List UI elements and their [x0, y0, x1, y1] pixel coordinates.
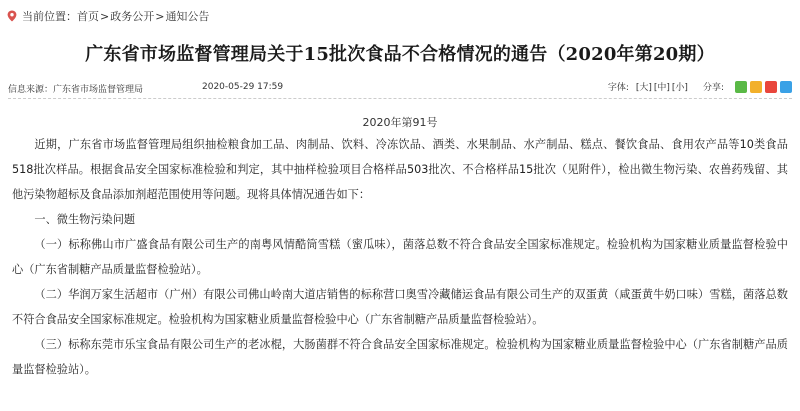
font-size-label: 字体: — [607, 83, 629, 93]
article-body — [12, 132, 788, 382]
breadcrumb-home-link[interactable]: 首页 — [77, 10, 99, 23]
share-icons — [732, 81, 792, 93]
breadcrumb-notices-link[interactable]: 通知公告 — [165, 10, 210, 23]
wechat-share-icon[interactable] — [735, 81, 747, 93]
location-pin-icon — [6, 10, 18, 22]
page-title: 广东省市场监督管理局关于15批次食品不合格情况的通告（2020年第20期） — [85, 44, 715, 65]
breadcrumb — [6, 8, 209, 24]
section-heading: 一、微生物污染问题 — [34, 213, 136, 226]
breadcrumb-separator: > — [155, 9, 165, 23]
document-number: 2020年第91号 — [362, 116, 438, 129]
more-share-icon[interactable] — [780, 81, 792, 93]
font-size-small-button[interactable]: [小] — [671, 83, 688, 93]
qzone-share-icon[interactable] — [750, 81, 762, 93]
share-label: 分享: — [702, 83, 724, 93]
article-meta-bar — [8, 80, 792, 96]
list-item: （一）标称佛山市广盛食品有限公司生产的南粤风情酷筒雪糕（蜜瓜味），菌落总数不符合食品安全国家标准规定。检验机构为国家糖业质量监督检验中心（广东省制糖产品质量监督检验站）。 — [12, 238, 788, 276]
font-size-medium-button[interactable]: [中] — [653, 83, 670, 93]
list-item: （三）标称东莞市乐宝食品有限公司生产的老冰棍，大肠菌群不符合食品安全国家标准规定。检验机构为国家糖业质量监督检验中心（广东省制糖产品质量监督检验站）。 — [12, 338, 788, 376]
list-item: （二）华润万家生活超市（广州）有限公司佛山岭南大道店销售的标称营口奥雪冷藏储运食品有限公司生产的双蛋黄（咸蛋黄牛奶口味）雪糕，菌落总数不符合食品安全国家标准规定。检验机构为国家糖业质量监督检验中心（广东省制糖产品质量监督检验站）。 — [12, 288, 788, 326]
breadcrumb-label: 当前位置： — [22, 10, 77, 23]
breadcrumb-separator: > — [100, 9, 110, 23]
font-size-large-button[interactable]: [大] — [635, 83, 652, 93]
breadcrumb-gov-affairs-link[interactable]: 政务公开 — [110, 10, 155, 23]
info-source: 信息来源：广东省市场监督管理局 — [8, 85, 144, 95]
publish-date: 2020-05-29 17:59 — [202, 82, 284, 92]
meta-divider — [8, 98, 792, 99]
weibo-share-icon[interactable] — [765, 81, 777, 93]
intro-paragraph: 近期，广东省市场监督管理局组织抽检粮食加工品、肉制品、饮料、冷冻饮品、酒类、水果制品、水产制品、糕点、餐饮食品、食用农产品等10类食品518批次样品。根据食品安全国家标准检验和判定，其中抽样检验项目合格样品503批次、不合格样品15批次（见附件），检出微生物污染、农兽药残留、其他污染物超标及食品添加剂超范围使用等问题。现将具体情况通告如下： — [12, 138, 788, 201]
article-tools — [608, 80, 792, 93]
